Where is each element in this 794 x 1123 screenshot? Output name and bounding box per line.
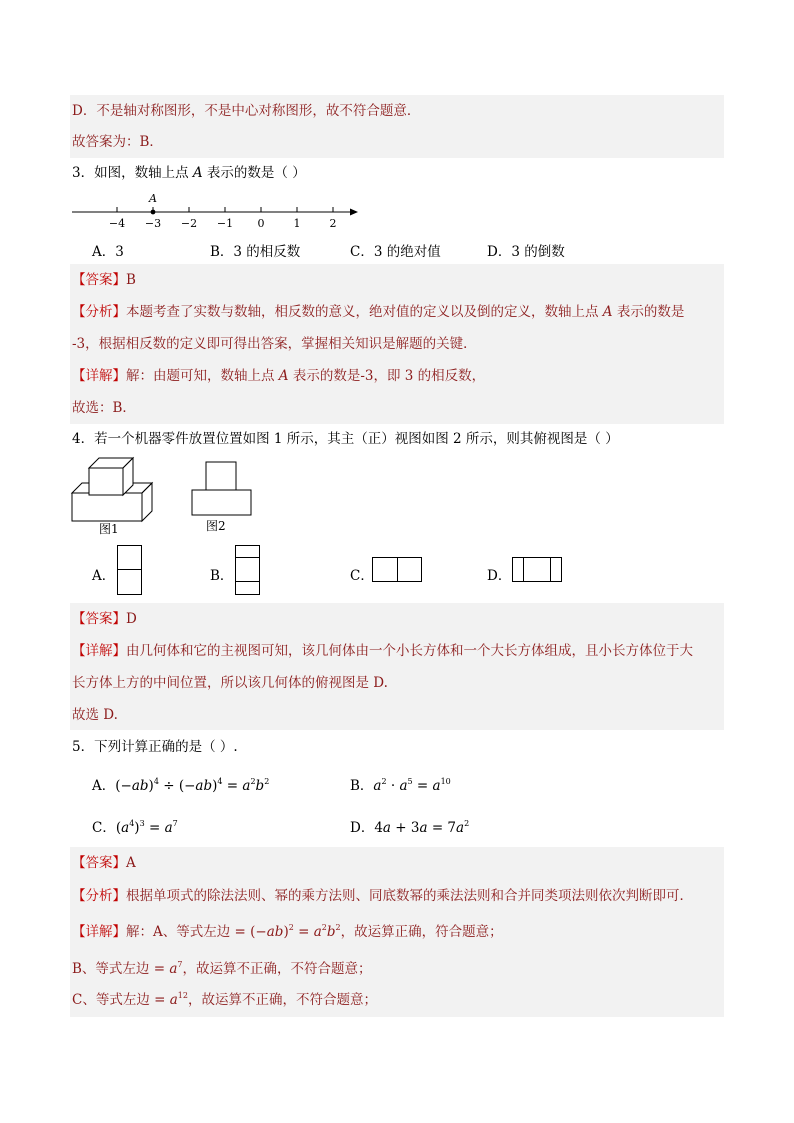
q3-answer: 【答案】B xyxy=(72,272,136,288)
q3-axis-tick-label: 0 xyxy=(257,217,265,230)
q5-option-a: A．$(-ab)^4 \div (-ab)^4 = a^2b^2$ xyxy=(92,777,270,794)
q5-detail-a: 【详解】解：A、等式左边 = $(-ab)^2 = a^2b^2$，故运算正确，符合题意； xyxy=(72,923,503,940)
q3-axis-tick-label: −4 xyxy=(108,217,126,230)
q4-option-b-figure xyxy=(235,545,260,595)
q3-point-a-label: A xyxy=(149,192,157,205)
q4-figure-2-label: 图2 xyxy=(206,519,226,533)
q5-detail-b: B、等式左边 = $a^7$，故运算不正确，不符合题意； xyxy=(72,960,372,977)
q5-analysis: 【分析】根据单项式的除法法则、幂的乘方法则、同底数幂的乘法法则和合并同类项法则依次判断即可． xyxy=(72,888,693,904)
q3-option-d: D．3 的倒数 xyxy=(487,244,565,260)
q5-detail-c: C、等式左边 = $a^{12}$，故运算不正确，不符合题意； xyxy=(72,991,377,1008)
q3-axis-tick-label: −3 xyxy=(144,217,162,230)
q2-option-d-text: D．不是轴对称图形，不是中心对称图形，故不符合题意． xyxy=(72,103,421,119)
q3-point-var: A xyxy=(192,165,203,181)
q3-axis-tick-label: 2 xyxy=(329,217,337,230)
q3-axis-tick-label: −1 xyxy=(216,217,234,230)
q4-option-c-figure xyxy=(372,557,422,582)
q4-option-c-label: C． xyxy=(350,568,374,584)
q5-option-d: D．$4a + 3a = 7a^2$ xyxy=(350,819,470,836)
q4-solution-panel xyxy=(70,603,724,730)
q5-option-b: B．$a^2 \cdot a^5 = a^{10}$ xyxy=(350,777,451,794)
q4-figure-1 xyxy=(70,455,254,537)
q5-option-c: C．$(a^4)^3 = a^7$ xyxy=(92,819,178,836)
q2-conclusion: 故答案为：B． xyxy=(72,134,163,150)
q4-option-b-label: B． xyxy=(210,568,234,584)
q4-conclusion: 故选 D. xyxy=(72,707,118,723)
q3-number-line xyxy=(70,190,370,234)
q3-conclusion: 故选：B． xyxy=(72,400,136,416)
q3-stem: 3．如图，数轴上点 A 表示的数是（ ） xyxy=(72,165,306,181)
q4-figure-1-label: 图1 xyxy=(99,522,119,536)
q4-detail: 【详解】由几何体和它的主视图可知，该几何体由一个小长方体和一个大长方体组成，且小长方体位于大 xyxy=(72,643,693,659)
q3-detail: 【详解】解：由题可知，数轴上点 A 表示的数是-3，即 3 的相反数， xyxy=(72,368,486,384)
q3-analysis: 【分析】本题考查了实数与数轴，相反数的意义，绝对值的定义以及倒的定义，数轴上点 A 表示的数是 xyxy=(72,304,685,320)
q4-option-a-figure xyxy=(117,545,142,595)
q3-option-a: A．3 xyxy=(92,244,124,260)
q3-analysis-cont: -3，根据相反数的定义即可得出答案，掌握相关知识是解题的关键． xyxy=(72,336,477,352)
q3-option-b: B．3 的相反数 xyxy=(210,244,301,260)
q4-option-a-label: A． xyxy=(92,568,116,584)
q3-axis-tick-label: 1 xyxy=(293,217,301,230)
q4-option-d-label: D． xyxy=(487,568,512,584)
q5-stem: 5．下列计算正确的是（ ）. xyxy=(72,739,238,755)
q5-answer: 【答案】A xyxy=(72,855,136,871)
q4-option-d-figure xyxy=(512,557,562,582)
q3-option-c: C．3 的绝对值 xyxy=(350,244,441,260)
q4-stem: 4．若一个机器零件放置位置如图 1 所示，其主（正）视图如图 2 所示，则其俯视图是（ ） xyxy=(72,431,619,447)
q4-answer: 【答案】D xyxy=(72,611,137,627)
q4-detail-cont: 长方体上方的中间位置，所以该几何体的俯视图是 D. xyxy=(72,675,388,691)
q3-axis-tick-label: −2 xyxy=(180,217,198,230)
q3-point-a-dot xyxy=(151,210,156,215)
